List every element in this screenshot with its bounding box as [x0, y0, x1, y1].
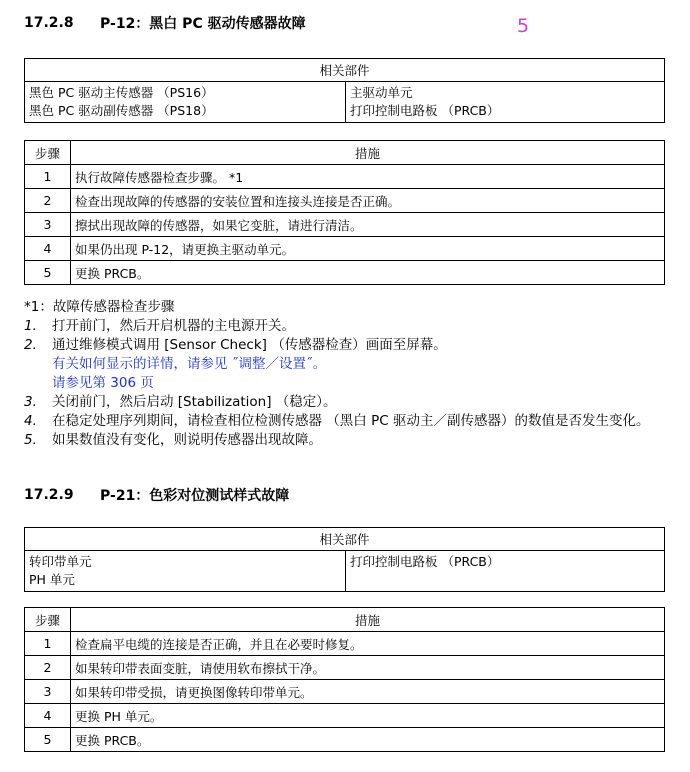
step-action: 如果仍出现 P-12，请更换主驱动单元。: [71, 237, 665, 261]
sensor-check-note: [24, 298, 665, 450]
step-action: 如果转印带受损，请更换图像转印带单元。: [71, 680, 665, 704]
step-number: 2: [25, 189, 71, 213]
note-item-number: 5.: [24, 432, 37, 448]
step-number: 3: [25, 680, 71, 704]
table-row: [25, 237, 665, 261]
step-number: 4: [25, 237, 71, 261]
section-title: P-12：黑白 PC 驱动传感器故障: [100, 16, 306, 32]
parts-header: 相关部件: [25, 59, 665, 82]
related-parts-table: [24, 58, 665, 123]
step-number: 1: [25, 165, 71, 189]
note-item-text: 打开前门，然后开启机器的主电源开关。: [52, 318, 295, 334]
step-action: 更换 PRCB。: [71, 261, 665, 285]
step-action: 检查出现故障的传感器的安装位置和连接头连接是否正确。: [71, 189, 665, 213]
part-item: 主驱动单元: [350, 85, 413, 100]
note-item: [24, 431, 665, 450]
steps-table: [24, 140, 665, 285]
part-item: 转印带单元: [29, 554, 92, 569]
step-number: 5: [25, 261, 71, 285]
step-action: 检查扁平电缆的连接是否正确，并且在必要时修复。: [71, 632, 665, 656]
parts-header: 相关部件: [25, 528, 665, 551]
part-item: PH 单元: [29, 572, 75, 587]
parts-right-cell: [346, 551, 665, 592]
section-title: P-21：色彩对位测试样式故障: [100, 488, 290, 504]
parts-right-cell: [346, 82, 665, 123]
steps-col-header: 步骤: [25, 608, 71, 632]
note-item-text: 通过维修模式调用 [Sensor Check] （传感器检查）画面至屏幕。: [52, 337, 447, 353]
table-row: [25, 632, 665, 656]
parts-left-cell: [25, 551, 346, 592]
step-number: 3: [25, 213, 71, 237]
note-title: *1：故障传感器检查步骤: [24, 299, 175, 315]
part-item: 打印控制电路板 （PRCB）: [350, 103, 500, 118]
parts-left-cell: [25, 82, 346, 123]
note-item: [24, 412, 665, 431]
page-reference-link[interactable]: 请参见第 306 页: [52, 375, 154, 391]
steps-col-header: 步骤: [25, 141, 71, 165]
note-item-number: 2.: [24, 337, 37, 353]
note-item: [24, 317, 665, 336]
step-action: 执行故障传感器检查步骤。 *1: [71, 165, 665, 189]
step-action: 擦拭出现故障的传感器，如果它变脏，请进行清洁。: [71, 213, 665, 237]
table-row: [25, 656, 665, 680]
steps-table: [24, 607, 665, 752]
action-col-header: 措施: [71, 141, 665, 165]
step-action: 如果转印带表面变脏，请使用软布擦拭干净。: [71, 656, 665, 680]
table-row: [25, 728, 665, 752]
note-item: [24, 336, 665, 355]
related-parts-table: [24, 527, 665, 592]
note-item-text: 在稳定处理序列期间，请检查相位检测传感器 （黑白 PC 驱动主／副传感器）的数值是否发生变化。: [52, 413, 650, 429]
section-number: 17.2.9: [24, 487, 74, 503]
section-heading: [24, 12, 306, 34]
page-number: 5: [517, 15, 530, 37]
action-col-header: 措施: [71, 608, 665, 632]
note-item-number: 3.: [24, 394, 37, 410]
step-action: 更换 PH 单元。: [71, 704, 665, 728]
section-heading: [24, 484, 289, 506]
table-row: [25, 165, 665, 189]
note-item: [24, 393, 665, 412]
note-item-text: 如果数值没有变化，则说明传感器出现故障。: [52, 432, 322, 448]
part-item: 打印控制电路板 （PRCB）: [350, 554, 500, 569]
part-item: 黑色 PC 驱动主传感器 （PS16）: [29, 85, 214, 100]
note-item-number: 4.: [24, 413, 37, 429]
part-item: 黑色 PC 驱动副传感器 （PS18）: [29, 103, 214, 118]
step-number: 1: [25, 632, 71, 656]
note-item-text: 关闭前门，然后启动 [Stabilization] （稳定）。: [52, 394, 337, 410]
adjustment-settings-link[interactable]: 有关如何显示的详情，请参见 ˝调整／设置˝。: [52, 356, 327, 372]
step-number: 5: [25, 728, 71, 752]
table-row: [25, 680, 665, 704]
step-number: 2: [25, 656, 71, 680]
section-number: 17.2.8: [24, 15, 74, 31]
table-row: [25, 261, 665, 285]
step-action: 更换 PRCB。: [71, 728, 665, 752]
table-row: [25, 189, 665, 213]
table-row: [25, 213, 665, 237]
note-item-number: 1.: [24, 318, 37, 334]
table-row: [25, 704, 665, 728]
step-number: 4: [25, 704, 71, 728]
